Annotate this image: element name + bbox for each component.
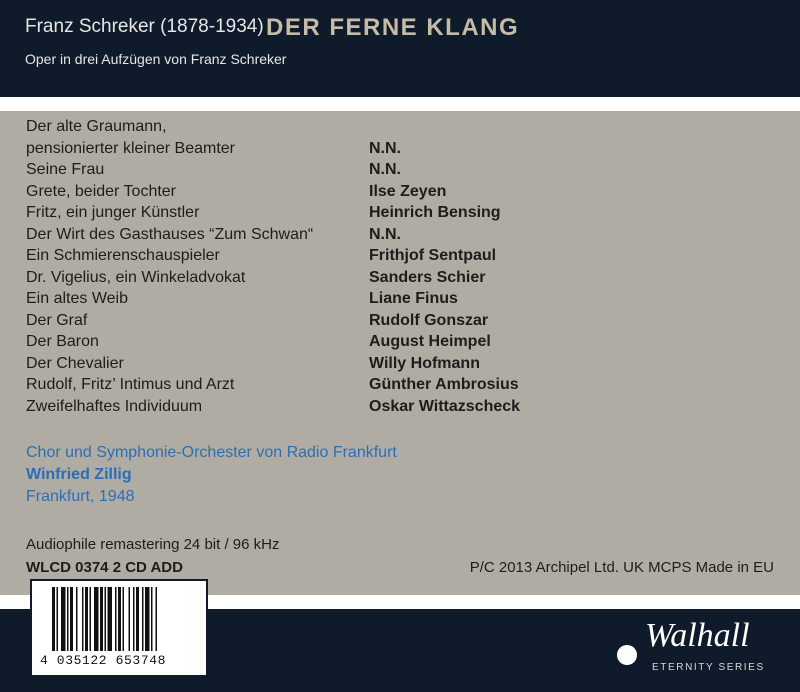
copyright-line: P/C 2013 Archipel Ltd. UK MCPS Made in EU xyxy=(469,559,774,576)
catalog-number: WLCD 0374 2 CD ADD xyxy=(26,559,183,576)
singer-name: Frithjof Sentpaul xyxy=(369,247,497,264)
role-name: Rudolf, Fritz’ Intimus und Arzt xyxy=(26,376,235,393)
header-band xyxy=(0,0,800,97)
barcode-digits: 4 035122 653748 xyxy=(40,653,167,668)
barcode-bars-icon xyxy=(52,587,192,651)
role-name: Der Baron xyxy=(26,333,99,350)
role-name: Dr. Vigelius, ein Winkeladvokat xyxy=(26,268,246,286)
singer-name: N.N. xyxy=(369,225,401,243)
role-name: Zweifelhaftes Individuum xyxy=(26,397,203,415)
opera-title: DER FERNE KLANG xyxy=(266,14,520,41)
singer-name: Sanders Schier xyxy=(369,268,486,286)
singer-name: Heinrich Bensing xyxy=(369,204,501,221)
singer-name: Oskar Wittazscheck xyxy=(369,397,521,415)
role-name: Der Chevalier xyxy=(26,354,124,372)
ensemble-credit: Chor und Symphonie-Orchester von Radio Frankfurt xyxy=(26,444,397,461)
opera-subtitle: Oper in drei Aufzügen von Franz Schreker xyxy=(25,51,287,67)
role-name: Der Wirt des Gasthauses “Zum Schwan“ xyxy=(26,225,314,243)
series-label: ETERNITY SERIES xyxy=(652,662,765,673)
singer-name: Willy Hofmann xyxy=(369,354,480,372)
barcode xyxy=(30,579,208,677)
singer-name: Günther Ambrosius xyxy=(369,376,519,393)
role-name: Ein altes Weib xyxy=(26,290,128,307)
role-name: Seine Frau xyxy=(26,161,105,178)
walhall-logo: Walhall xyxy=(645,617,750,654)
role-name: Der Graf xyxy=(26,311,88,329)
divider-strip-top xyxy=(0,97,800,111)
singer-name: Ilse Zeyen xyxy=(369,182,447,200)
singer-name: N.N. xyxy=(369,139,401,157)
role-name: Fritz, ein junger Künstler xyxy=(26,204,200,221)
role-name: pensionierter kleiner Beamter xyxy=(26,139,235,157)
role-name: Ein Schmierenschauspieler xyxy=(26,247,220,264)
singer-name: N.N. xyxy=(369,161,401,178)
singer-name: Rudolf Gonszar xyxy=(369,311,489,329)
conductor-credit: Winfried Zillig xyxy=(26,466,132,483)
composer-line: Franz Schreker (1878-1934) xyxy=(25,16,264,37)
recording-place-date: Frankfurt, 1948 xyxy=(26,488,135,505)
role-name: Der alte Graumann, xyxy=(26,118,167,135)
label-dot-icon xyxy=(617,645,637,665)
singer-name: Liane Finus xyxy=(369,290,458,307)
singer-name: August Heimpel xyxy=(369,333,491,350)
performance-credits xyxy=(26,442,397,508)
remastering-note: Audiophile remastering 24 bit / 96 kHz xyxy=(26,536,280,553)
role-name: Grete, beider Tochter xyxy=(26,182,177,200)
